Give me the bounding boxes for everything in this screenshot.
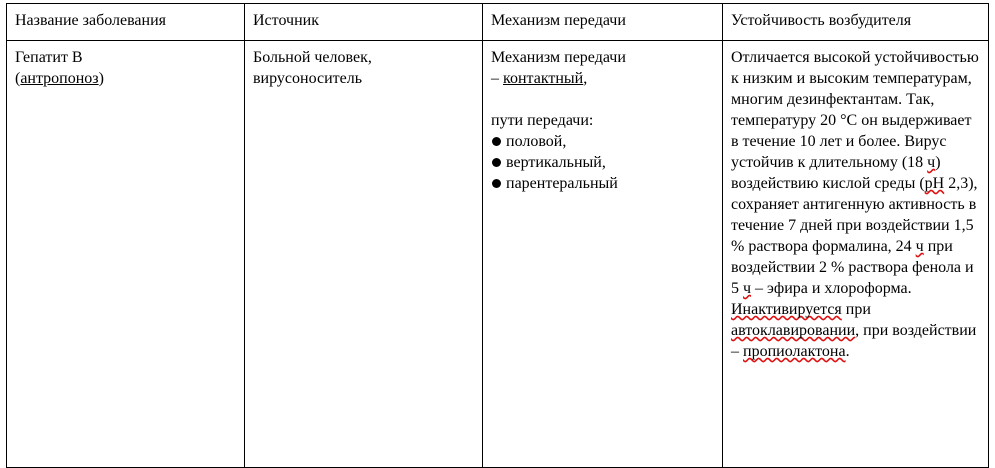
disease-table (6, 3, 989, 468)
resistance-text-2: ) воздействию кислой среды ( (731, 154, 941, 192)
mechanism-intro: Механизм передачи (491, 49, 626, 66)
disease-type: антропоноз (20, 70, 99, 87)
resistance-text-3: 2,3), сохраняет антигенную активность в течение 7 дней при воздействии 1,5 % раствора формалина, 24 (731, 175, 978, 255)
hours-abbr-1: ч (927, 154, 936, 171)
cell-disease (7, 41, 245, 468)
list-item: половой, (491, 131, 714, 152)
disease-name: Гепатит В (15, 49, 83, 66)
cell-resistance (723, 41, 989, 468)
resistance-text-6: при (841, 301, 871, 318)
list-item: парентеральный (491, 173, 714, 194)
table-row (7, 41, 989, 468)
propiolactone-term: пропиолактона (743, 343, 846, 360)
ph-term: рН (924, 175, 945, 192)
header-mechanism: Механизм передачи (483, 4, 723, 41)
resistance-text-5: – эфира и хлороформа. (751, 280, 912, 297)
hours-abbr-3: ч (743, 280, 752, 297)
mechanism-comma: , (583, 70, 588, 87)
mechanism-type: контактный (503, 70, 584, 87)
resistance-text-7: , при воздействии – (731, 322, 977, 360)
source-line-1: Больной человек, (253, 49, 372, 66)
resistance-text-1: Отличается высокой устойчивостью к низким и высоким температурам, многим дезинфектантам. Так, температуру 20 °С он выдерживает в течение 10 лет и более. Вирус устойчив к длительному (18 (731, 49, 979, 171)
cell-mechanism (483, 41, 723, 468)
source-line-2: вирусоноситель (253, 70, 363, 87)
list-item: вертикальный, (491, 152, 714, 173)
table-header-row (7, 4, 989, 41)
inactivated-term: Инактивируется (731, 301, 842, 318)
mechanism-dash: – (491, 70, 503, 87)
disease-close-paren: ) (98, 70, 104, 87)
autoclave-term: автоклавировании (731, 322, 856, 339)
header-source: Источник (245, 4, 483, 41)
resistance-text-4: при воздействии 2 % раствора фенола и 5 (731, 238, 974, 297)
cell-source (245, 41, 483, 468)
header-disease: Название заболевания (7, 4, 245, 41)
header-resistance: Устойчивость возбудителя (723, 4, 989, 41)
hours-abbr-2: ч (915, 238, 924, 255)
routes-title: пути передачи: (491, 112, 594, 129)
routes-list (491, 131, 714, 194)
disease-open-paren: ( (15, 70, 21, 87)
resistance-end: . (845, 343, 850, 360)
